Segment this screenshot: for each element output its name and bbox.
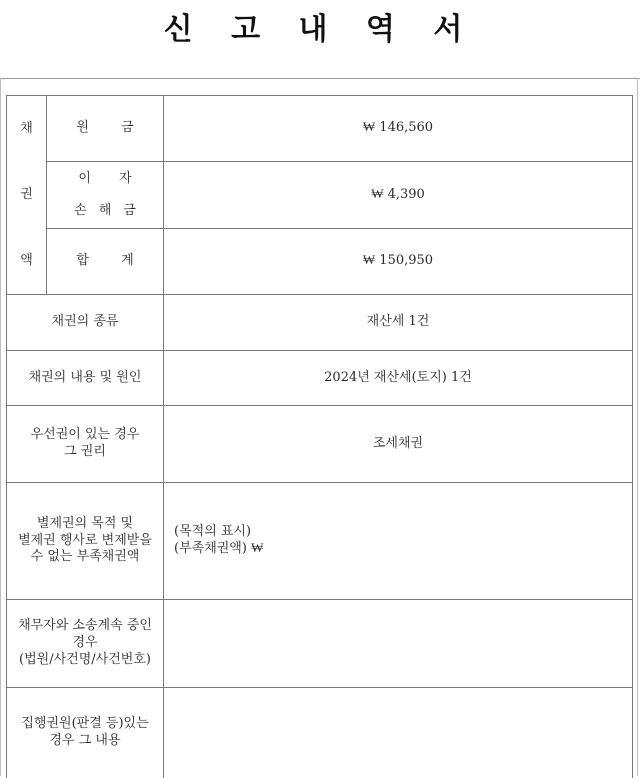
table-row xyxy=(7,162,633,228)
separate-right-value: (목적의 표시) (부족채권액) ₩ xyxy=(164,483,633,600)
group-char: 권 xyxy=(20,187,33,202)
left-border xyxy=(0,78,1,776)
claim-type-label: 채권의 종류 xyxy=(7,295,164,351)
group-char: 채 xyxy=(20,121,33,136)
table-row xyxy=(7,228,633,294)
table-row xyxy=(7,688,633,778)
principal-label: 원 금 xyxy=(47,96,164,162)
litigation-label: 채무자와 소송계속 중인 경우 (법원/사건명/사건번호) xyxy=(7,600,164,688)
report-table xyxy=(6,95,633,778)
claim-type-value: 재산세 1건 xyxy=(164,295,633,351)
table-row xyxy=(7,96,633,162)
priority-value: 조세채권 xyxy=(164,406,633,483)
litigation-value xyxy=(164,600,633,688)
top-divider xyxy=(0,78,640,79)
priority-label: 우선권이 있는 경우 그 권리 xyxy=(7,406,164,483)
table-row xyxy=(7,483,633,600)
principal-value: ₩ 146,560 xyxy=(164,96,633,162)
separate-right-label: 별제권의 목적 및 별제권 행사로 변제받을 수 없는 부족채권액 xyxy=(7,483,164,600)
interest-label: 이 자 손해금 xyxy=(47,162,164,228)
page-title: 신 고 내 역 서 xyxy=(163,12,477,47)
table-row xyxy=(7,600,633,688)
claim-content-label: 채권의 내용 및 원인 xyxy=(7,351,164,406)
claim-amount-group-label xyxy=(7,96,47,295)
total-label: 합 계 xyxy=(47,228,164,294)
group-char: 액 xyxy=(20,253,33,268)
interest-value: ₩ 4,390 xyxy=(164,162,633,228)
table-row xyxy=(7,295,633,351)
enforcement-label: 집행권원(판결 등)있는 경우 그 내용 xyxy=(7,688,164,778)
enforcement-value xyxy=(164,688,633,778)
table-row xyxy=(7,351,633,406)
total-value: ₩ 150,950 xyxy=(164,228,633,294)
claim-content-value: 2024년 재산세(토지) 1건 xyxy=(164,351,633,406)
table-row xyxy=(7,406,633,483)
right-border xyxy=(637,78,638,776)
